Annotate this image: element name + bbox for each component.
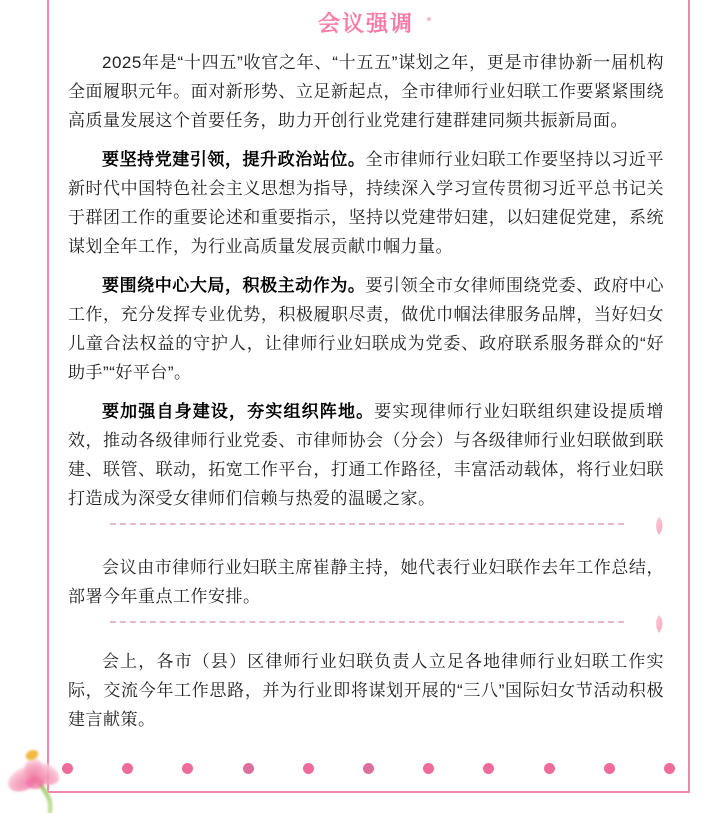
paragraph-party-building — [68, 145, 664, 261]
petal-icon — [651, 614, 665, 634]
paragraph-lead: 要围绕中心大局，积极主动作为。 — [102, 276, 366, 295]
paragraph-lead: 要加强自身建设，夯实组织阵地。 — [102, 402, 375, 421]
paragraph-discussion — [68, 647, 664, 734]
decorative-dot — [303, 763, 314, 774]
decorative-dot — [243, 763, 254, 774]
paragraph-intro — [68, 48, 664, 135]
dashed-divider — [110, 621, 624, 623]
petal-icon — [651, 516, 665, 536]
paragraph-central-focus — [68, 271, 664, 387]
page-title: 会议强调 — [317, 11, 414, 36]
paragraph-lead: 要坚持党建引领，提升政治站位。 — [102, 150, 366, 169]
decorative-dot — [363, 763, 374, 774]
decorative-dot — [182, 763, 193, 774]
flower-icon — [4, 737, 64, 813]
decorative-dot — [604, 763, 615, 774]
paragraph-text: 会议由市律师行业妇联主席崔静主持，她代表行业妇联作去年工作总结，部署今年重点工作安排。 — [68, 558, 664, 606]
decorative-dot — [664, 763, 675, 774]
decorative-dot — [483, 763, 494, 774]
bottom-dots-row — [62, 763, 675, 774]
paragraph-text: 2025年是“十四五”收官之年、“十五五”谋划之年，更是市律协新一届机构全面履职元年。面对新形势、立足新起点，全市律师行业妇联工作要紧紧围绕高质量发展这个首要任务，助力开创行业党建行建群建同频共振新局面。 — [68, 53, 664, 130]
decorative-dot — [423, 763, 434, 774]
paragraph-self-building — [68, 397, 664, 513]
paragraph-text: 全市律师行业妇联工作要坚持以习近平新时代中国特色社会主义思想为指导，持续深入学习宣传贯彻习近平总书记关于群团工作的重要论述和重要指示，坚持以党建带妇建，以妇建促党建，系统谋划全年工作，为行业高质量发展贡献巾帼力量。 — [68, 150, 665, 256]
article-content — [49, 0, 688, 734]
paragraph-host — [68, 553, 664, 611]
decorative-dot — [544, 763, 555, 774]
paragraph-text: 会上，各市（县）区律师行业妇联负责人立足各地律师行业妇联工作实际，交流今年工作思路，并为行业即将谋划开展的“三八”国际妇女节活动积极建言献策。 — [68, 652, 664, 729]
paragraph-text: 要实现律师行业妇联组织建设提质增效，推动各级律师行业党委、市律师协会（分会）与各级律师行业妇联做到联建、联管、联动，拓宽工作平台，打通工作路径，丰富活动载体，将行业妇联打造成为深受女律师们信赖与热爱的温暖之家。 — [68, 402, 664, 508]
sparkle-icon — [427, 17, 431, 21]
content-frame — [47, 0, 690, 793]
decorative-dot — [122, 763, 133, 774]
dashed-divider — [110, 523, 624, 525]
paragraph-text: 要引领全市女律师围绕党委、政府中心工作，充分发挥专业优势，积极履职尽责，做优巾帼法律服务品牌，当好妇女儿童合法权益的守护人，让律师行业妇联成为党委、政府联系服务群众的“好助手”“好平台”。 — [68, 276, 665, 382]
